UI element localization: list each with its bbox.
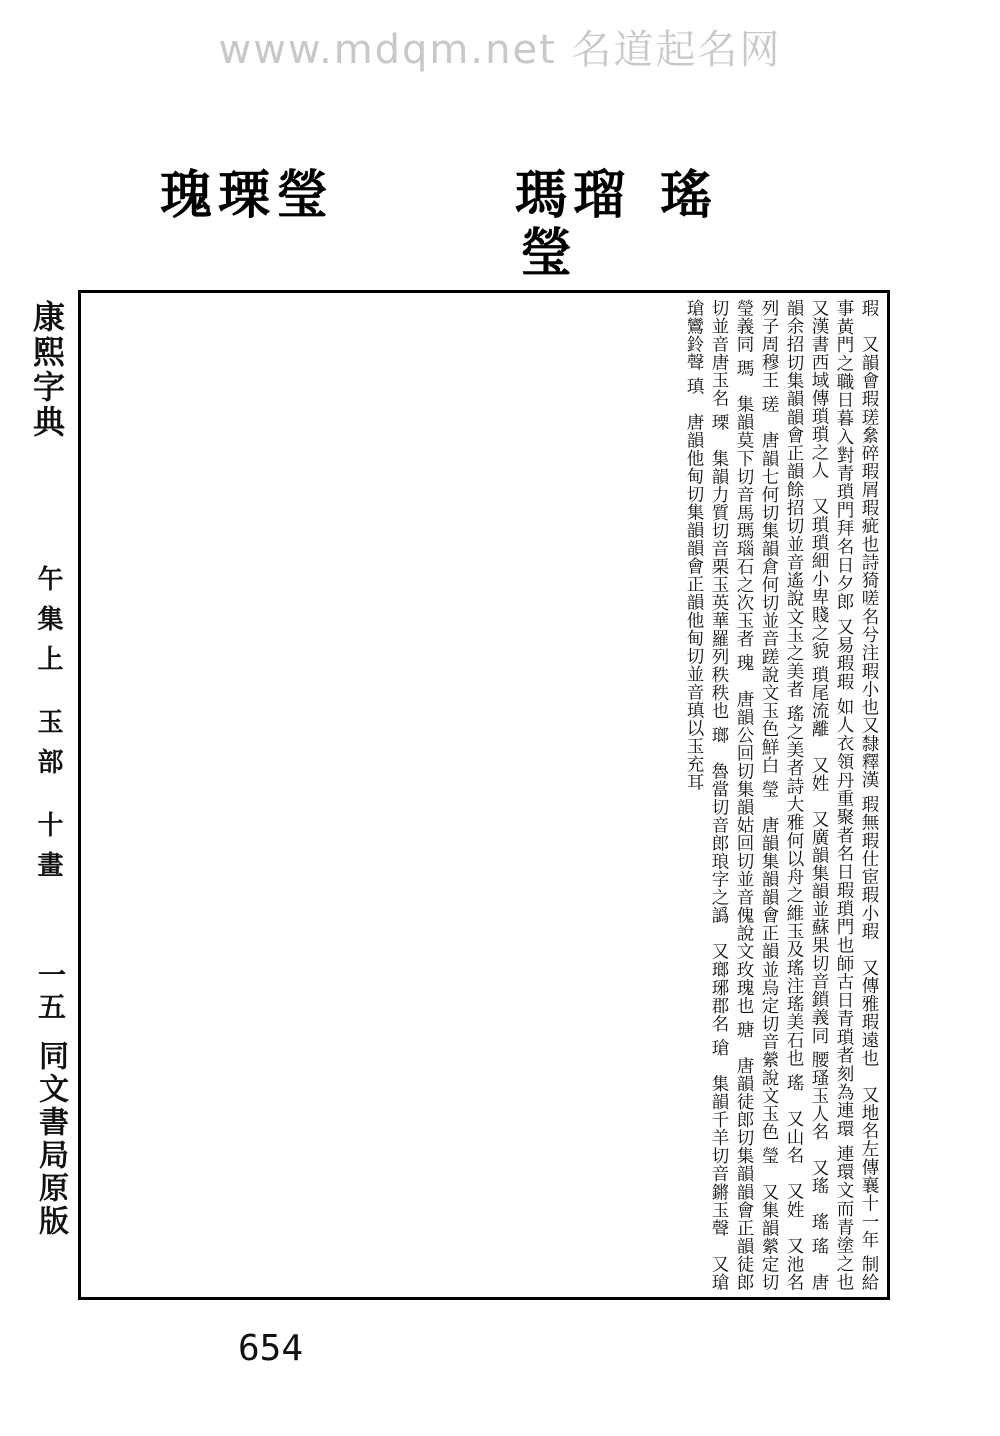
text-column: 瑕無瑕仕宦瑕小瑕 又傳雅瑕遠也 又地名左傳襄十一年 [859,795,879,1249]
text-column: 瑪 集韻莫下切音馬瑪瑙石之次玉者 [734,359,754,648]
text-column: 如人衣領丹重聚者名日瑕瑣門也師古日青瑣者刻為連環 [834,697,854,1139]
site-watermark: www.mdqm.net 名道起名网 [218,27,782,73]
text-column: 瑤之美者詩大雅何以舟之維玉及瑤注瑤美石也 [784,704,804,1068]
text-column: 瑳 唐韻七何切集韻倉何切並音蹉說文玉色鮮白 [759,395,779,774]
dictionary-page-frame [78,290,890,1309]
seal-heading-middle: 瑪瑠 [515,165,632,226]
text-column: 瑤 唐韻余招切集韻韻會正韻餘招切並音遙說文玉之美者 [784,299,829,1292]
text-column: 瑩 又集韻縈定切瑩義同 [734,299,779,1292]
text-column: 瑰 唐韻公回切集韻姑回切並音傀說文玫瑰也 [734,653,754,1015]
seal-heading-left: 瑰瑮瑩 [160,165,335,226]
text-column: 腰瑵玉人名 又瑤 瑤 [809,1050,829,1231]
publisher-label: 同文書局原版 [33,1040,68,1238]
sheet-number: 一五 [34,960,67,1024]
text-column: 瑕 又韻會瑕瑳絫碎瑕屑瑕疵也詩猗嗟名兮注瑕小也又隸釋漢 [859,299,879,789]
text-column: 瑩 唐韻集韻韻會正韻並烏定切音縈說文玉色 [759,780,779,1141]
seal-heading-middle-lower: 瑩 [520,223,573,284]
text-column: 瑲 集韻千羊切音鏘玉聲 又瑲瑲鸞鈴聲 [684,299,729,1292]
seal-heading-right: 瑤 [660,165,713,226]
page-number: 654 [238,1328,304,1369]
dictionary-body-text [87,299,881,1309]
book-title: 康熙字典 [28,300,66,440]
text-column: 瑮 集韻力質切音栗玉英華羅列秩秩也 [709,413,729,720]
text-column: 瑯 魯當切音郎琅字之譌 又瑯琊郡名 [709,725,729,1033]
text-column: 瑤 又山名 又姓 又池名列子周穆王 [759,299,804,1292]
text-column: 瑱 唐韻他甸切集韻韻會正韻他甸切並音瑱以玉充耳 [684,377,704,792]
volume-info: 午集上 玉部 十畫 [33,565,63,892]
text-column: 連環文而青塗之也 又漢書西域傳瑣瑣之人 又瑣瑣細小卑賤之貌 [809,299,854,1309]
text-column: 制給事黃門之職日暮入對青瑣門拜名日夕郎 又易瑕瑕 [834,299,879,1292]
text-column: 瑭 唐韻徒郎切集韻韻會正韻徒郎切並音唐玉名 [709,299,754,1292]
text-column: 瑣尾流離 又姓 又廣韻集韻並蘇果切音鎖義同 [809,665,829,1045]
